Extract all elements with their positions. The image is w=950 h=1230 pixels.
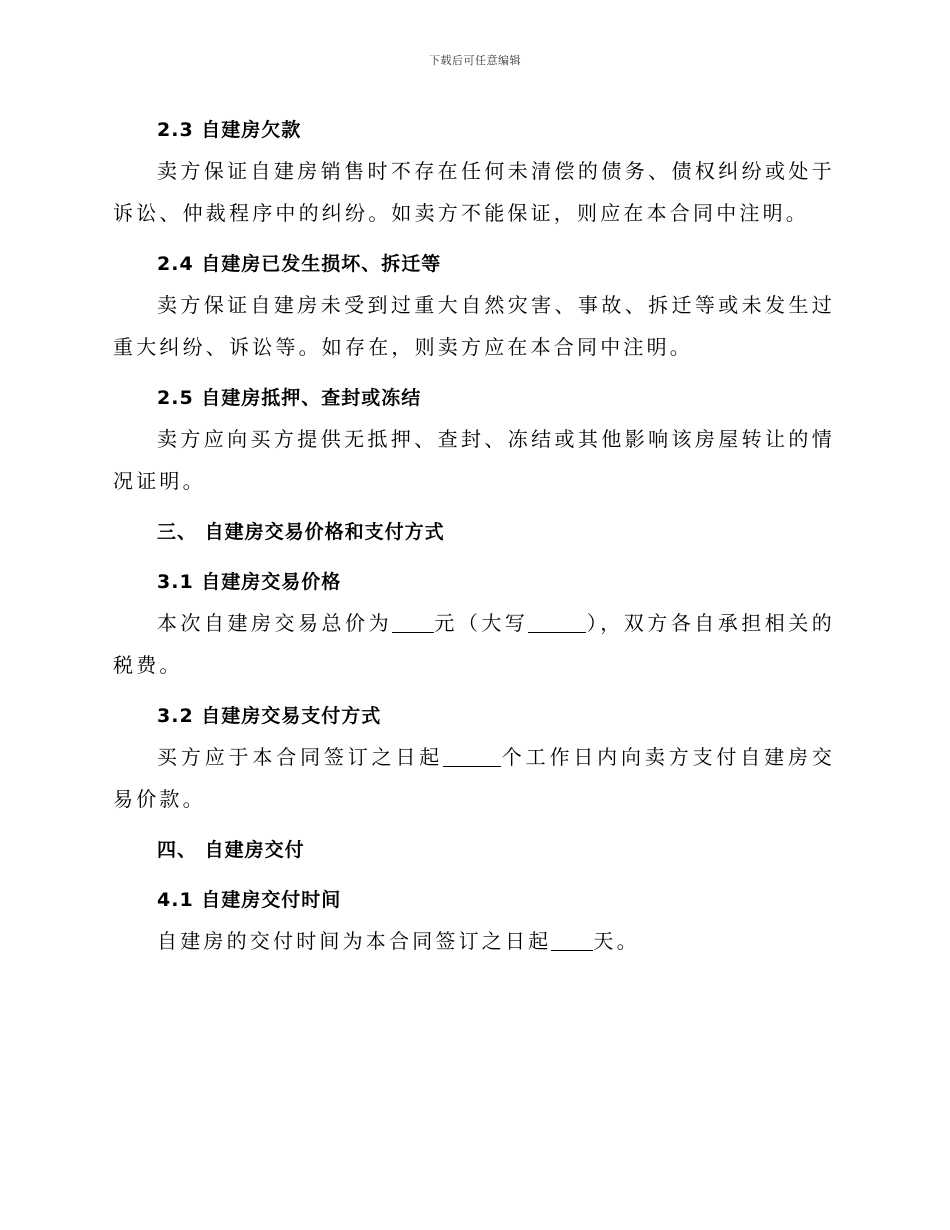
section-text-3-1 xyxy=(113,602,835,686)
payment-days-blank xyxy=(443,744,501,767)
document-body xyxy=(113,110,835,972)
chapter-heading-3: 三、 自建房交易价格和支付方式 xyxy=(157,521,445,543)
section-heading-2-3: 2.3 自建房欠款 xyxy=(157,119,302,141)
section-text-2-3: 卖方保证自建房销售时不存在任何未清偿的债务、债权纠纷或处于诉讼、仲裁程序中的纠纷。如卖方不能保证，则应在本合同中注明。 xyxy=(113,159,835,225)
section-heading-2-4: 2.4 自建房已发生损坏、拆迁等 xyxy=(157,253,442,275)
payment-text-tail: 个工作日内向卖方支付自建房交易价款。 xyxy=(113,745,835,811)
section-text-4-1 xyxy=(113,920,835,962)
delivery-text-lead: 自建房的交付时间为本合同签订之日起 xyxy=(157,929,552,953)
price-text-tail: ），双方各自承担相关的税费。 xyxy=(113,611,835,677)
payment-text-lead: 买方应于本合同签订之日起 xyxy=(157,745,444,769)
delivery-text-tail: 天。 xyxy=(593,929,640,953)
price-amount-blank xyxy=(392,610,434,633)
delivery-days-blank xyxy=(551,928,593,951)
price-text-lead: 本次自建房交易总价为 xyxy=(157,611,393,635)
section-text-2-5: 卖方应向买方提供无抵押、查封、冻结或其他影响该房屋转让的情况证明。 xyxy=(113,427,835,493)
price-capital-blank xyxy=(528,610,586,633)
section-heading-3-2: 3.2 自建房交易支付方式 xyxy=(157,705,382,727)
price-text-mid: 元（大写 xyxy=(434,611,529,635)
chapter-heading-4: 四、 自建房交付 xyxy=(157,839,305,861)
section-heading-2-5: 2.5 自建房抵押、查封或冻结 xyxy=(157,387,422,409)
section-text-3-2 xyxy=(113,736,835,820)
header-note: 下载后可任意编辑 xyxy=(429,54,521,67)
section-heading-3-1: 3.1 自建房交易价格 xyxy=(157,571,342,593)
section-heading-4-1: 4.1 自建房交付时间 xyxy=(157,889,342,911)
section-text-2-4: 卖方保证自建房未受到过重大自然灾害、事故、拆迁等或未发生过重大纠纷、诉讼等。如存在，则卖方应在本合同中注明。 xyxy=(113,293,835,359)
